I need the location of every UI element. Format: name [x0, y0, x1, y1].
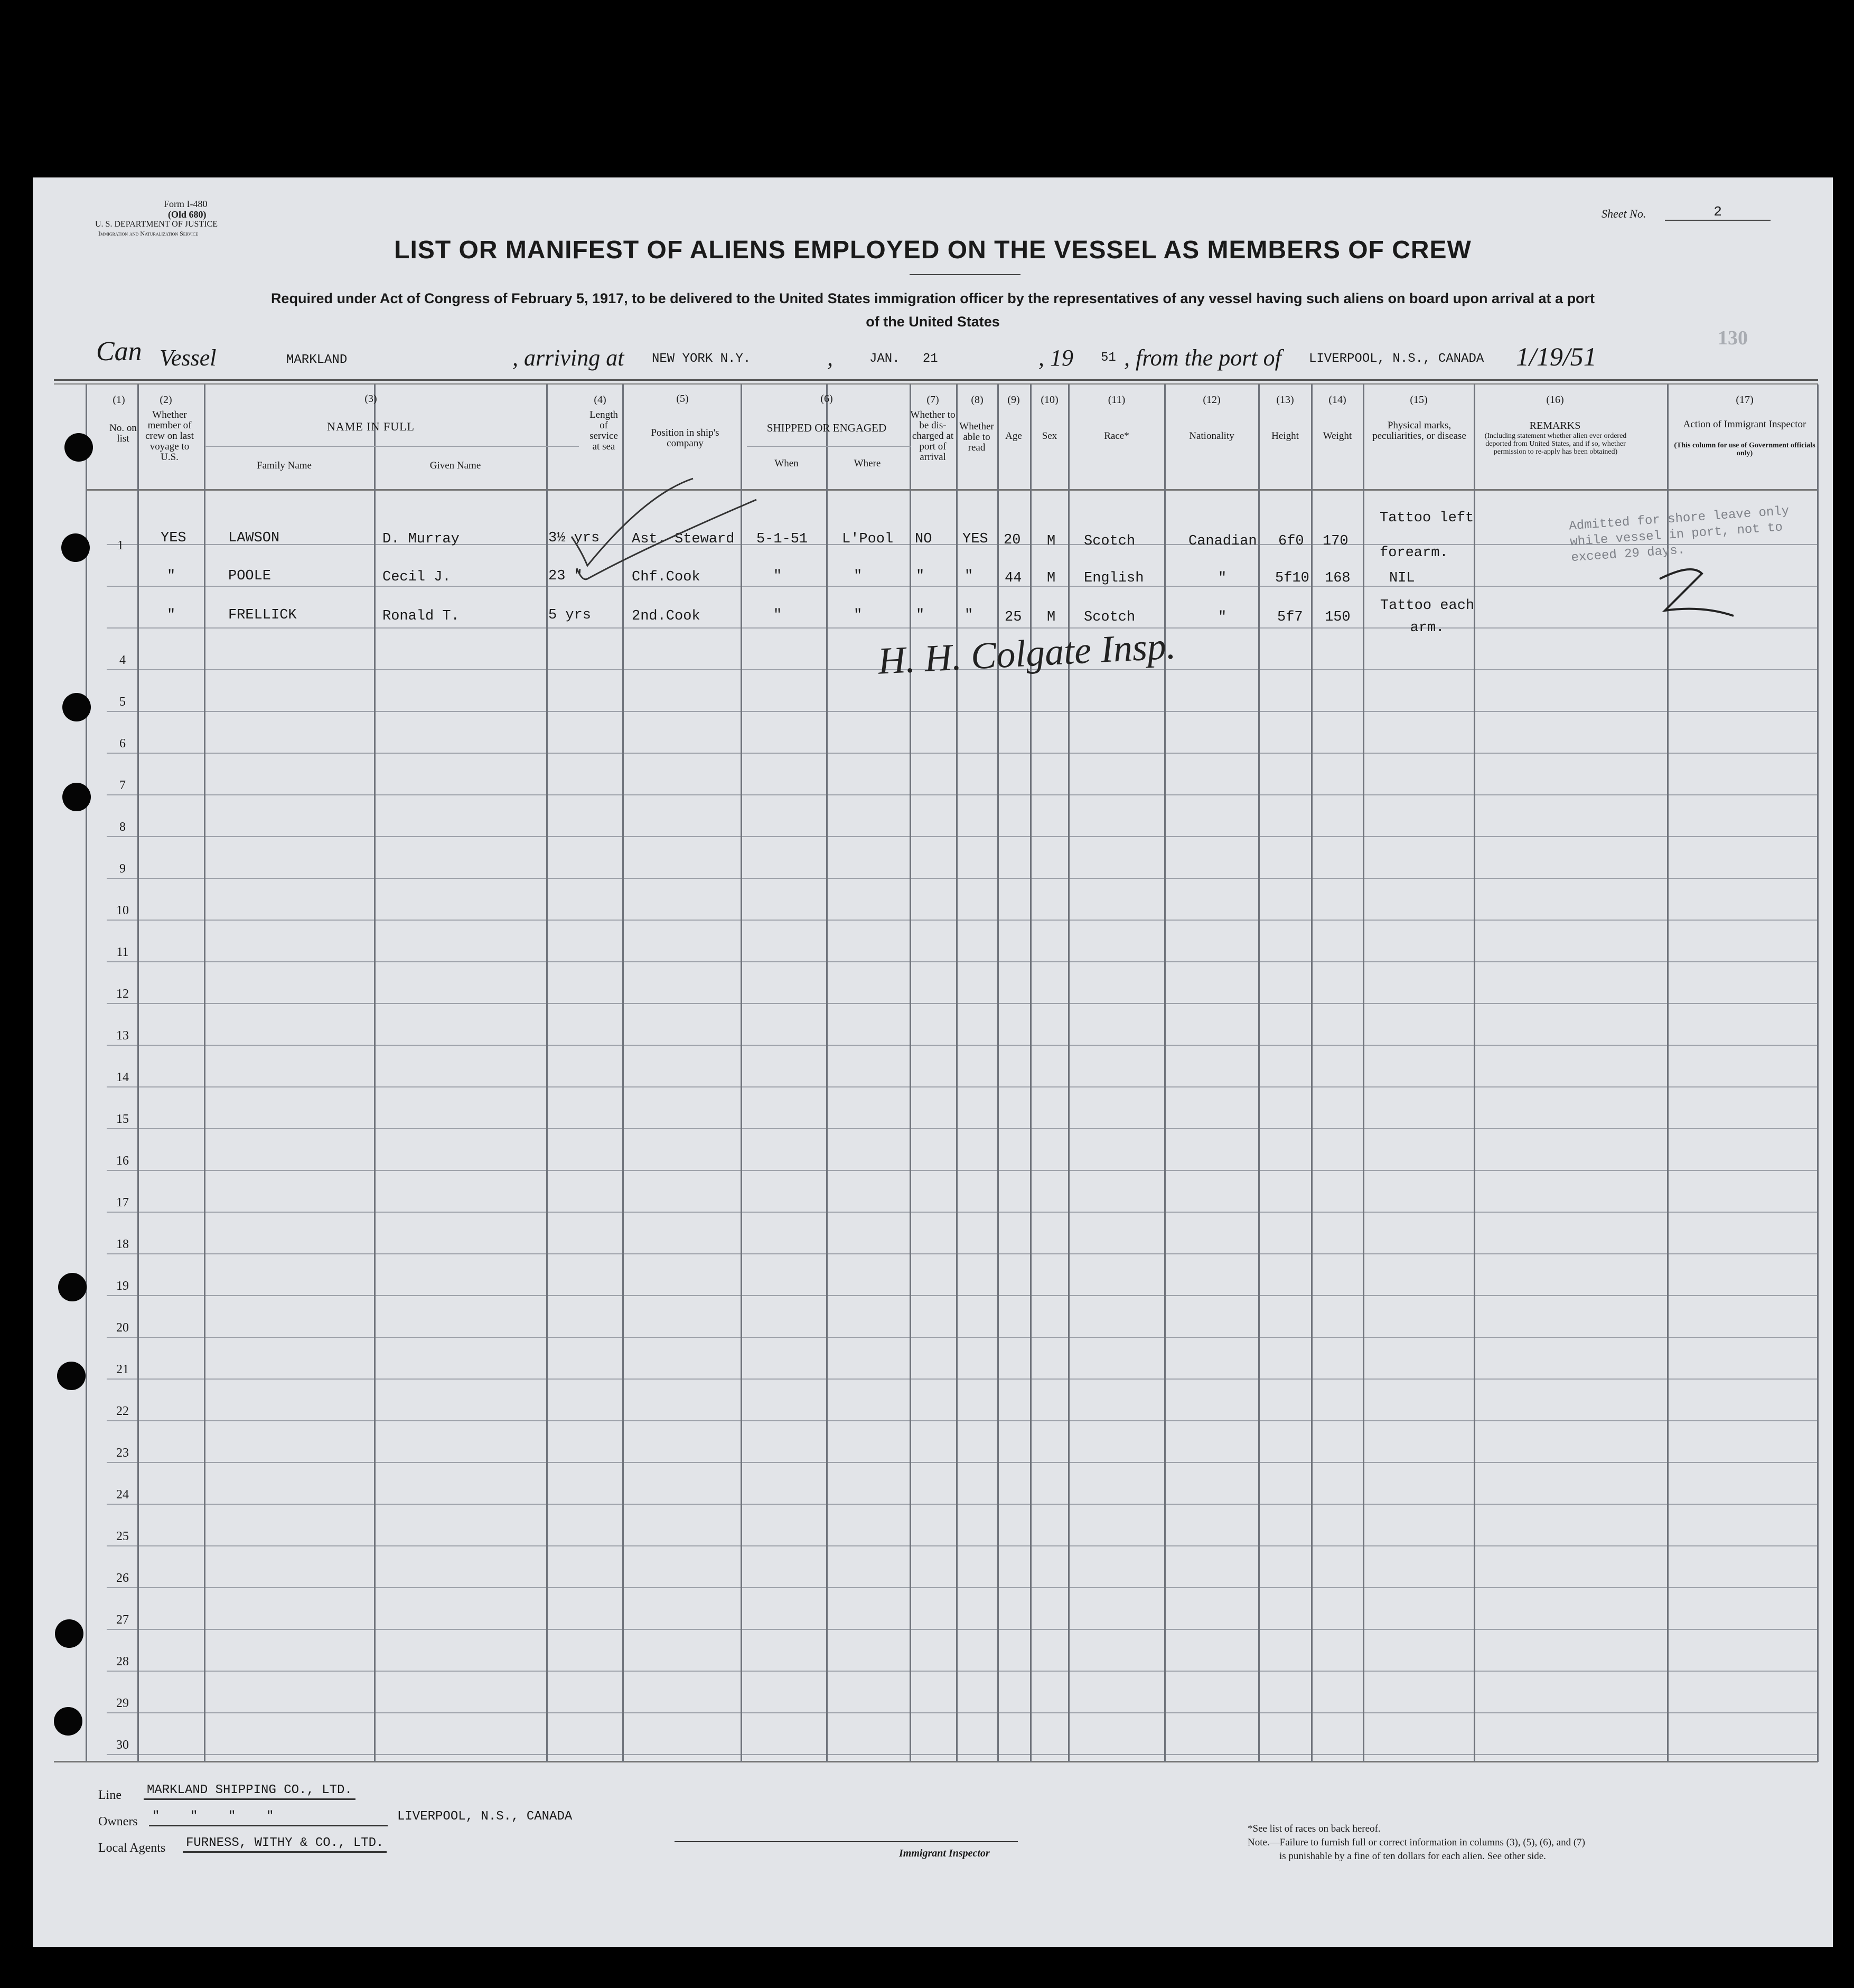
- margin-note: Can: [96, 336, 142, 367]
- from-label: , from the port of: [1124, 345, 1281, 371]
- row-number: 14: [116, 1071, 129, 1084]
- col-label-2: Whether member of crew on last voyage to U.S.: [145, 409, 194, 463]
- column-rule: [1258, 385, 1260, 1762]
- row2-nationality: ": [1218, 570, 1227, 586]
- row-number: 30: [116, 1738, 129, 1752]
- agents-value: FURNESS, WITHY & CO., LTD.: [183, 1836, 387, 1853]
- vessel-name: MARKLAND: [286, 353, 348, 367]
- row3-age: 25: [1005, 609, 1022, 625]
- row-rule: [107, 1295, 1818, 1296]
- row-rule: [107, 878, 1818, 879]
- col-note-17: (This column for use of Government officials only): [1674, 442, 1815, 457]
- binder-hole: [62, 783, 91, 811]
- binder-hole: [62, 693, 91, 721]
- column-rule: [956, 385, 958, 1762]
- row-rule: [107, 1545, 1818, 1546]
- row-rule: [107, 1671, 1818, 1672]
- binder-hole: [57, 1362, 86, 1390]
- row-number: 15: [116, 1112, 129, 1126]
- column-rule: [1817, 385, 1819, 1762]
- row1-read: YES: [962, 531, 988, 547]
- row2-race: English: [1084, 570, 1144, 586]
- col-num-17: (17): [1736, 394, 1754, 406]
- form-number: Form I-480: [164, 199, 208, 209]
- form-department: U. S. DEPARTMENT OF JUSTICE: [95, 220, 218, 229]
- row-rule: [107, 836, 1818, 837]
- row3-given: Ronald T.: [382, 608, 460, 624]
- row-number: 19: [116, 1279, 129, 1293]
- row-rule: [107, 1379, 1818, 1380]
- from-port: LIVERPOOL, N.S., CANADA: [1309, 352, 1484, 366]
- line-label: Line: [98, 1788, 121, 1802]
- row-rule: [107, 1337, 1818, 1338]
- name-header-rule: [205, 446, 579, 447]
- binder-hole: [54, 1707, 82, 1736]
- col-num-5: (5): [676, 393, 689, 405]
- row-rule: [107, 794, 1818, 795]
- row-number: 23: [116, 1446, 129, 1460]
- row-number: 7: [119, 779, 126, 792]
- handwritten-date: 1/19/51: [1516, 342, 1597, 371]
- col-num-8: (8): [971, 394, 984, 406]
- row2-service: 23 ": [548, 568, 583, 584]
- binder-hole: [58, 1273, 87, 1301]
- sheet-number: [1665, 204, 1771, 221]
- comma: ,: [827, 345, 833, 371]
- form-service: Immigration and Naturalization Service: [98, 230, 199, 237]
- row2-where: ": [854, 568, 863, 584]
- title-rule: [910, 274, 1020, 275]
- binder-hole: [64, 433, 93, 462]
- col-num-6: (6): [820, 393, 833, 405]
- subtitle-line1: Required under Act of Congress of February 5, 1917, to be delivered to the United States immigration officer by the representatives of any vessel having such aliens on board upon arrival at a port: [270, 290, 1595, 306]
- row-number: 29: [116, 1696, 129, 1710]
- owners-location: LIVERPOOL, N.S., CANADA: [397, 1809, 573, 1824]
- row1-marks: Tattoo left forearm.: [1380, 510, 1474, 561]
- column-rule: [204, 385, 205, 1762]
- col-num-7: (7): [926, 394, 939, 406]
- row2-position: Chf.Cook: [632, 569, 700, 585]
- row-number: 10: [116, 904, 129, 917]
- row-number: 8: [119, 820, 126, 834]
- remarks-initial-mark: [1644, 563, 1744, 621]
- row2-marks: NIL: [1389, 570, 1415, 586]
- col-num-16: (16): [1546, 394, 1564, 406]
- row2-sex: M: [1047, 570, 1056, 586]
- column-rule: [1474, 385, 1475, 1762]
- col-label-13: Height: [1271, 430, 1299, 442]
- binder-hole: [55, 1619, 83, 1648]
- column-rule: [997, 385, 999, 1762]
- col-num-12: (12): [1203, 394, 1221, 406]
- column-rule: [374, 385, 376, 1762]
- column-rule: [1311, 385, 1313, 1762]
- row3-marks: Tattoo each arm.: [1380, 598, 1475, 636]
- row2-last-voyage: ": [167, 568, 176, 584]
- line-value: MARKLAND SHIPPING CO., LTD.: [144, 1783, 355, 1800]
- col-label-4: Length of service at sea: [589, 409, 618, 452]
- column-rule: [910, 385, 911, 1762]
- row2-discharged: ": [916, 568, 925, 584]
- col-num-10: (10): [1041, 394, 1059, 406]
- row-number: 18: [116, 1237, 129, 1251]
- footnote-penalty-2: is punishable by a fine of ten dollars for each alien. See other side.: [1279, 1851, 1546, 1862]
- inspector-label: Immigrant Inspector: [899, 1848, 990, 1859]
- row-number: 11: [116, 945, 129, 959]
- row-number: 25: [116, 1530, 129, 1543]
- row2-family: POOLE: [228, 568, 271, 584]
- col-label-8: Whether able to read: [959, 421, 994, 453]
- row-number: 26: [116, 1571, 129, 1585]
- row-number: 28: [116, 1655, 129, 1668]
- col-num-13: (13): [1276, 394, 1294, 406]
- col-sub-where: Where: [854, 458, 881, 469]
- page-title: LIST OR MANIFEST OF ALIENS EMPLOYED ON THE VESSEL AS MEMBERS OF CREW: [394, 236, 1472, 264]
- row-rule: [107, 1045, 1818, 1046]
- col-sub-given: Given Name: [429, 460, 481, 471]
- row-rule: [107, 1086, 1818, 1087]
- row3-sex: M: [1047, 609, 1056, 625]
- vessel-label: Vessel: [160, 345, 217, 371]
- col-sub-when: When: [774, 458, 799, 469]
- col-num-4: (4): [594, 394, 606, 406]
- owners-value: " " " ": [149, 1809, 388, 1826]
- col-label-3: NAME IN FULL: [327, 420, 415, 433]
- stamp-number: 130: [1718, 327, 1748, 349]
- footnote-penalty-1: Note.—Failure to furnish full or correct information in columns (3), (5), (6), and (7): [1248, 1837, 1585, 1848]
- remarks-stamp: Admitted for shore leave only while vessel in port, not to exceed 29 days.: [1568, 504, 1790, 566]
- inspector-signature-line: [675, 1841, 1018, 1842]
- row2-weight: 168: [1325, 570, 1351, 586]
- row-rule: [107, 1170, 1818, 1171]
- row2-when: ": [773, 568, 782, 584]
- col-num-15: (15): [1410, 394, 1428, 406]
- arrival-date: JAN. 21: [869, 352, 938, 366]
- col-label-1: No. on list: [109, 423, 137, 444]
- row3-where: ": [854, 607, 863, 623]
- col-label-6: SHIPPED OR ENGAGED: [766, 421, 887, 434]
- row1-position: Ast. Steward: [632, 531, 735, 547]
- row1-nationality: Canadian: [1188, 533, 1257, 549]
- row-rule: [107, 1504, 1818, 1505]
- col-num-14: (14): [1328, 394, 1346, 406]
- row2-given: Cecil J.: [382, 569, 451, 585]
- col-note-16: (Including statement whether alien ever ordered deported from United States, and if so, whether permission to re-apply has been obtained): [1484, 432, 1627, 456]
- row-number: 24: [116, 1488, 129, 1502]
- col-label-10: Sex: [1042, 430, 1057, 442]
- shipped-header-rule: [747, 446, 911, 447]
- row3-height: 5f7: [1277, 609, 1303, 625]
- row-rule: [107, 1420, 1818, 1421]
- row1-where: L'Pool: [842, 531, 894, 547]
- subtitle-line2: of the United States: [866, 314, 1000, 330]
- inspector-signature: H. H. Colgate Insp.: [877, 624, 1177, 682]
- row-rule: [107, 920, 1818, 921]
- row-number: 21: [116, 1363, 129, 1376]
- sheet-number-value: 2: [1713, 204, 1722, 220]
- table-top-rule-2: [54, 383, 1818, 385]
- row1-height: 6f0: [1278, 533, 1304, 549]
- column-rule: [1363, 385, 1364, 1762]
- row-rule: [107, 1754, 1818, 1755]
- manifest-sheet: [33, 177, 1833, 1947]
- column-rule: [86, 385, 87, 1762]
- binder-hole: [61, 533, 90, 562]
- row1-weight: 170: [1323, 533, 1349, 549]
- row-number: 9: [119, 862, 126, 876]
- row-rule: [107, 1629, 1818, 1630]
- row1-no: 1: [117, 539, 124, 552]
- row-rule: [107, 1128, 1818, 1129]
- form-old-number: (Old 680): [168, 209, 207, 220]
- row1-age: 20: [1004, 532, 1021, 548]
- row2-age: 44: [1005, 570, 1022, 586]
- row3-family: FRELLICK: [228, 607, 297, 623]
- table-top-rule: [54, 379, 1818, 381]
- arriving-label: , arriving at: [512, 345, 624, 371]
- row3-nationality: ": [1218, 609, 1227, 625]
- row-number: 13: [116, 1029, 129, 1043]
- col-label-11: Race*: [1104, 430, 1129, 442]
- row2-read: ": [965, 568, 973, 584]
- row1-discharged: NO: [915, 531, 932, 547]
- col-num-1: (1): [113, 394, 125, 406]
- row-rule: [107, 1212, 1818, 1213]
- col-label-7: Whether to be dis-charged at port of arrival: [910, 409, 956, 463]
- col-label-15: Physical marks, peculiarities, or disease: [1372, 420, 1466, 442]
- row2-height: 5f10: [1275, 570, 1309, 586]
- row-number: 22: [116, 1404, 129, 1418]
- row-rule: [107, 1712, 1818, 1713]
- col-label-9: Age: [1005, 430, 1022, 442]
- table-bottom-rule: [54, 1761, 1818, 1762]
- col-label-5: Position in ship's company: [651, 427, 719, 449]
- col-num-3: (3): [364, 393, 377, 405]
- col-label-12: Nationality: [1189, 430, 1234, 442]
- column-rule: [546, 385, 548, 1762]
- row-rule: [107, 961, 1818, 962]
- row-number: 16: [116, 1154, 129, 1168]
- column-rule: [1068, 385, 1070, 1762]
- row1-when: 5-1-51: [756, 531, 808, 547]
- header-bottom-rule: [86, 489, 1818, 491]
- row-rule: [107, 1462, 1818, 1463]
- row-number: 4: [119, 653, 126, 667]
- row1-family: LAWSON: [228, 530, 280, 546]
- row-number: 6: [119, 737, 126, 751]
- row-rule: [107, 753, 1818, 754]
- row3-read: ": [965, 607, 973, 623]
- row1-race: Scotch: [1084, 533, 1136, 549]
- row-number: 27: [116, 1613, 129, 1627]
- col-label-14: Weight: [1323, 430, 1352, 442]
- row1-given: D. Murray: [382, 531, 460, 547]
- row3-service: 5 yrs: [548, 607, 592, 623]
- col-sub-family: Family Name: [257, 460, 312, 471]
- col-label-16: REMARKS: [1529, 420, 1581, 432]
- owners-label: Owners: [98, 1815, 138, 1828]
- row-rule: [107, 627, 1818, 629]
- row-number: 20: [116, 1321, 129, 1335]
- row3-last-voyage: ": [167, 607, 176, 623]
- column-rule: [826, 385, 828, 1762]
- row1-sex: M: [1047, 533, 1056, 549]
- row3-discharged: ": [916, 607, 925, 623]
- row-rule: [107, 1587, 1818, 1588]
- row-number: 12: [116, 987, 129, 1001]
- row-rule: [107, 1253, 1818, 1254]
- row-number: 5: [119, 695, 126, 709]
- row-rule: [107, 1003, 1818, 1004]
- year-prefix: , 19: [1038, 345, 1073, 371]
- row1-last-voyage: YES: [161, 530, 186, 546]
- row-rule: [107, 586, 1818, 587]
- row-rule: [107, 711, 1818, 712]
- check-marks: [566, 473, 767, 632]
- col-label-17: Action of Immigrant Inspector: [1683, 419, 1806, 430]
- footnote-races: *See list of races on back hereof.: [1248, 1823, 1381, 1834]
- year-suffix: 51: [1101, 351, 1116, 365]
- row3-race: Scotch: [1084, 609, 1136, 625]
- row3-position: 2nd.Cook: [632, 608, 700, 624]
- row1-service: 3½ yrs: [548, 530, 600, 546]
- row3-when: ": [773, 607, 782, 623]
- row3-weight: 150: [1325, 609, 1351, 625]
- agents-label: Local Agents: [98, 1841, 166, 1855]
- col-num-2: (2): [160, 394, 172, 406]
- column-rule: [1164, 385, 1166, 1762]
- col-num-9: (9): [1007, 394, 1020, 406]
- sheet-label: Sheet No.: [1602, 207, 1646, 220]
- arriving-port: NEW YORK N.Y.: [652, 352, 751, 366]
- column-rule: [1030, 385, 1032, 1762]
- row-number: 17: [116, 1196, 129, 1209]
- col-num-11: (11): [1108, 394, 1126, 406]
